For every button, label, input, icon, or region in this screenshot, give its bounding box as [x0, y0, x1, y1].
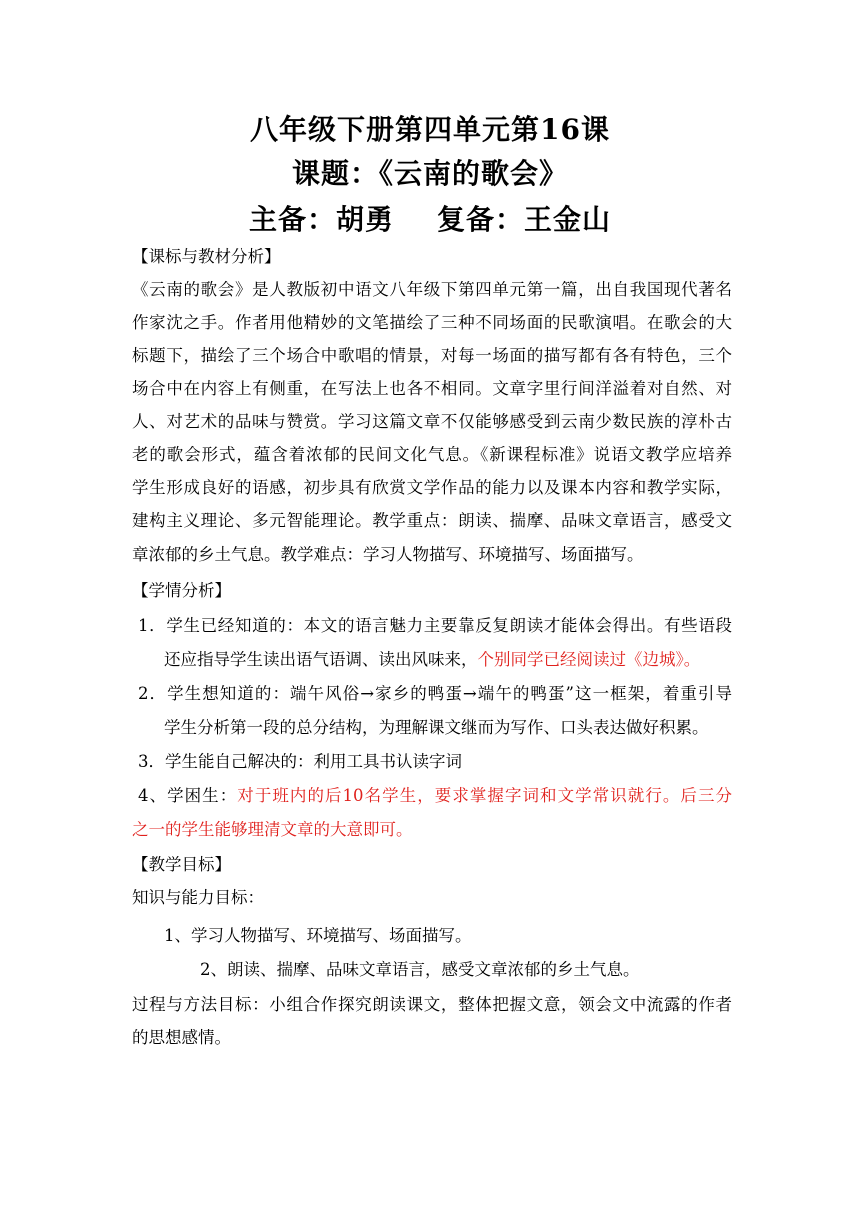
analysis-line-2: 作家沈之手。作者用他精妙的文笔描绘了三种不同场面的民歌演唱。在歌会的大 [132, 313, 732, 332]
section-heading-curriculum-analysis: 【课标与教材分析】 [132, 247, 281, 266]
process-method-line-2: 的思想感情。 [132, 1028, 231, 1047]
student-item-4-highlight-2: 之一的学生能够理清文章的大意即可。 [132, 820, 413, 839]
analysis-line-4: 场合中在内容上有侧重，在写法上也各不相同。文章字里行间洋溢着对自然、对 [132, 379, 732, 398]
process-method-line-1: 过程与方法目标：小组合作探究朗读课文，整体把握文意，领会文中流露的作者 [132, 995, 732, 1014]
student-item-1-text: 还应指导学生读出语气语调、读出风味来， [164, 650, 478, 669]
knowledge-ability-label: 知识与能力目标： [132, 888, 264, 907]
student-item-1-line-2 [164, 648, 764, 672]
analysis-line-9: 章浓郁的乡土气息。教学难点：学习人物描写、环境描写、场面描写。 [132, 545, 644, 564]
analysis-line-5: 人、对艺术的品味与赞赏。学习这篇文章不仅能够感受到云南少数民族的淳朴古 [132, 412, 732, 431]
analysis-line-7: 学生形成良好的语感，初步具有欣赏文学作品的能力以及课本内容和教学实际， [132, 478, 732, 497]
student-item-1-line-1: 1．学生已经知道的：本文的语言魅力主要靠反复朗读才能体会得出。有些语段 [138, 616, 732, 635]
analysis-line-3: 标题下，描绘了三个场合中歌唱的情景，对每一场面的描写都有各有特色，三个 [132, 346, 732, 365]
student-item-4-line-1 [138, 784, 732, 808]
lesson-preparers: 主备：胡勇 复备：王金山 [249, 203, 611, 236]
goal-item-2: 2、朗读、揣摩、品味文章语言，感受文章浓郁的乡土气息。 [200, 960, 640, 979]
analysis-line-1: 《云南的歌会》是人教版初中语文八年级下第四单元第一篇，出自我国现代著名 [132, 280, 732, 299]
student-item-4-highlight-1: 对于班内的后10名学生，要求掌握字词和文学常识就行。后三分 [237, 786, 733, 805]
analysis-line-6: 老的歌会形式，蕴含着浓郁的民间文化气息。《新课程标准》说语文教学应培养 [132, 445, 732, 464]
goal-item-1: 1、学习人物描写、环境描写、场面描写。 [164, 926, 472, 945]
analysis-line-8: 建构主义理论、多元智能理论。教学重点：朗读、揣摩、品味文章语言，感受文 [132, 511, 732, 530]
lesson-topic: 课题：《云南的歌会》 [291, 157, 568, 190]
student-item-2-line-2: 学生分析第一段的总分结构，为理解课文继而为写作、口头表达做好积累。 [164, 718, 709, 737]
student-item-3: 3．学生能自己解决的：利用工具书认读字词 [138, 752, 462, 771]
student-item-1-highlight: 个别同学已经阅读过《边城》。 [477, 650, 701, 669]
student-item-2-line-1: 2．学生想知道的：端午风俗→家乡的鸭蛋→端午的鸭蛋”这一框架，着重引导 [138, 684, 732, 703]
section-heading-teaching-goals: 【教学目标】 [132, 855, 231, 874]
student-item-4-label: 4、学困生： [138, 786, 238, 805]
section-heading-student-analysis: 【学情分析】 [132, 581, 231, 600]
lesson-title: 八年级下册第四单元第16课 [250, 113, 610, 146]
